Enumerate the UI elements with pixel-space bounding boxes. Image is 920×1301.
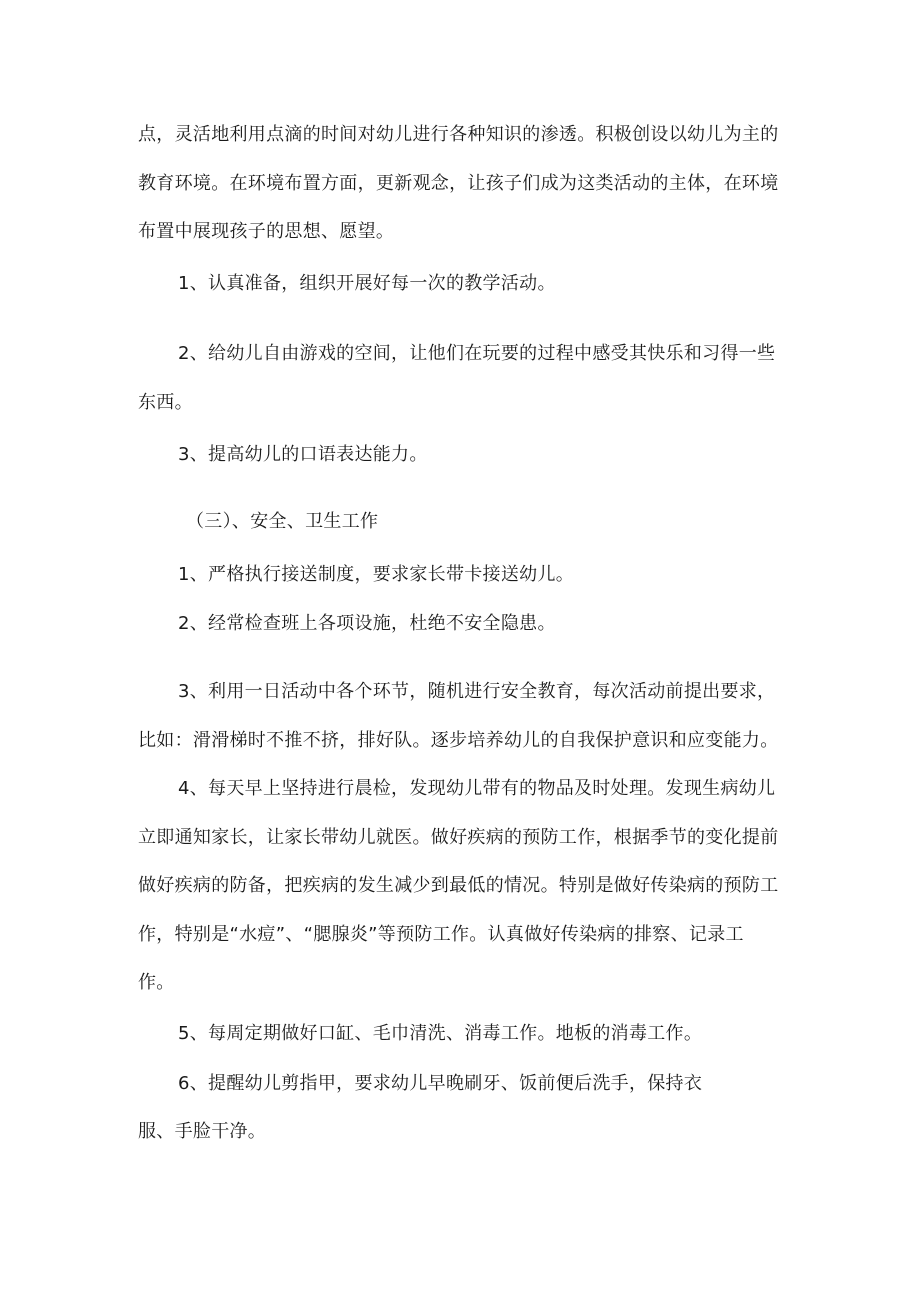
section-heading: （三）、安全、卫生工作 (186, 511, 379, 532)
text-line: 教育环境。在环境布置方面，更新观念，让孩子们成为这类活动的主体，在环境 (138, 173, 779, 194)
text-line: 布置中展现孩子的思想、愿望。 (138, 221, 395, 242)
text-line: 作，特别是“水痘”、“腮腺炎”等预防工作。认真做好传染病的排察、记录工 (138, 924, 744, 945)
text-line: 点，灵活地利用点滴的时间对幼儿进行各种知识的渗透。积极创设以幼儿为主的 (138, 124, 779, 145)
list-item: 4、每天早上坚持进行晨检，发现幼儿带有的物品及时处理。发现生病幼儿 (178, 778, 776, 799)
list-item: 2、经常检查班上各项设施，杜绝不安全隐患。 (178, 613, 556, 634)
list-item: 1、认真准备，组织开展好每一次的教学活动。 (178, 273, 556, 294)
list-item: 2、给幼儿自由游戏的空间，让他们在玩要的过程中感受其快乐和习得一些 (178, 343, 776, 364)
text-line: 东西。 (138, 392, 193, 413)
list-item: 5、每周定期做好口缸、毛巾清洗、消毒工作。地板的消毒工作。 (178, 1023, 703, 1044)
list-item: 6、提醒幼儿剪指甲，要求幼儿早晚刷牙、饭前便后洗手，保持衣 (178, 1073, 703, 1094)
list-item: 1、严格执行接送制度，要求家长带卡接送幼儿。 (178, 564, 575, 585)
text-line: 比如：滑滑梯时不推不挤，排好队。逐步培养幼儿的自我保护意识和应变能力。 (138, 730, 779, 751)
text-line: 做好疾病的防备，把疾病的发生减少到最低的情况。特别是做好传染病的预防工 (138, 875, 779, 896)
list-item: 3、提高幼儿的口语表达能力。 (178, 444, 428, 465)
text-line: 服、手脸干净。 (138, 1121, 267, 1142)
text-line: 立即通知家长，让家长带幼儿就医。做好疾病的预防工作，根据季节的变化提前 (138, 827, 779, 848)
list-item: 3、利用一日活动中各个环节，随机进行安全教育，每次活动前提出要求， (178, 681, 776, 702)
text-line: 作。 (138, 972, 175, 993)
